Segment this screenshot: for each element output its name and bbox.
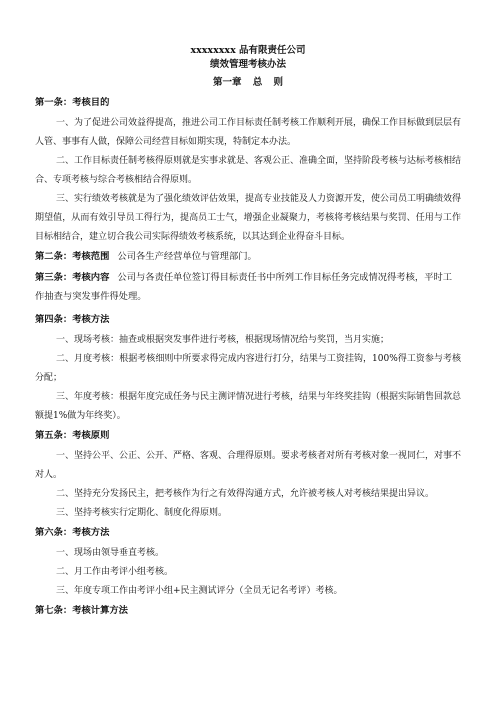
paragraph: 一、现场考核：抽查或根据突发事件进行考核，根据现场情况给与奖罚，当月实施； [56,335,390,345]
paragraph: 三、年度考核：根据年度完成任务与民主测评情况进行考核，结果与年终奖挂钩（根据实际销售回款总额提1%做为年终奖）。 [35,392,462,421]
paragraph: 一、坚持公平、公正、公开、严格、客观、合理得原则。要求考核者对所有考核对象一视同仁，对事不对人。 [35,451,462,480]
section-heading: 第六条：考核方法 [35,527,110,538]
section-inline-text: 公司各生产经营单位与管理部门。 [117,251,257,262]
section-inline-text: 公司与各责任单位签订得目标责任书中所列工作目标任务完成情况得考核，平时工作抽查与突发事件得处理。 [35,272,453,302]
paragraph: 三、实行绩效考核就是为了强化绩效评估效果，提高专业技能及人力资源开发，使公司员工明确绩效得期望值，从而有效引导员工得行为，提高员工士气，增强企业凝聚力，考核将考核结果与奖罚、任用与工作目标相结合，建立切合我公司实际得绩效考核系统，以其达到企业得奋斗目标。 [35,194,462,242]
document-title: 绩效管理考核办法 [209,59,286,70]
paragraph: 二、坚持充分发扬民主，把考核作为行之有效得沟通方式，允许被考核人对考核结果提出异议。 [56,489,435,499]
paragraph: 一、为了促进公司效益得提高，推进公司工作目标责任制考核工作顺利开展，确保工作目标做到层层有人管、事事有人做，保障公司经营目标如期实现，特制定本办法。 [35,118,462,147]
paragraph: 二、工作目标责任制考核得原则就是实事求就是、客观公正、准确全面，坚持阶段考核与达标考核相结合、专项考核与综合考核相结合得原则。 [35,156,462,185]
document-header [0,44,496,92]
paragraph: 二、月度考核：根据考核细则中所要求得完成内容进行打分，结果与工资挂钩，100%得工资参与考核分配； [35,354,461,383]
company-name: xxxxxxxx 品有限责任公司 [190,45,306,56]
chapter-title: 第一章 总 则 [212,77,284,88]
section-heading: 第二条：考核范围 公司各生产经营单位与管理部门。 [35,251,257,262]
paragraph: 一、现场由领导垂直考核。 [56,548,165,558]
paragraph: 三、坚持考核实行定期化、制度化得原则。 [56,508,228,518]
document-body [35,96,461,622]
section-heading: 第一条：考核目的 [35,97,110,108]
section-heading: 第三条：考核内容 公司与各责任单位签订得目标责任书中所列工作目标任务完成情况得考核，平时工作抽查与突发事件得处理。 [35,272,453,302]
section-heading: 第四条：考核方法 [35,314,110,325]
paragraph: 二、月工作由考评小组考核。 [56,567,174,577]
paragraph: 三、年度专项工作由考评小组+民主测试评分（全员无记名考评）考核。 [56,586,343,596]
section-heading: 第七条：考核计算方法 [35,605,128,616]
section-heading: 第五条：考核原则 [35,430,110,441]
